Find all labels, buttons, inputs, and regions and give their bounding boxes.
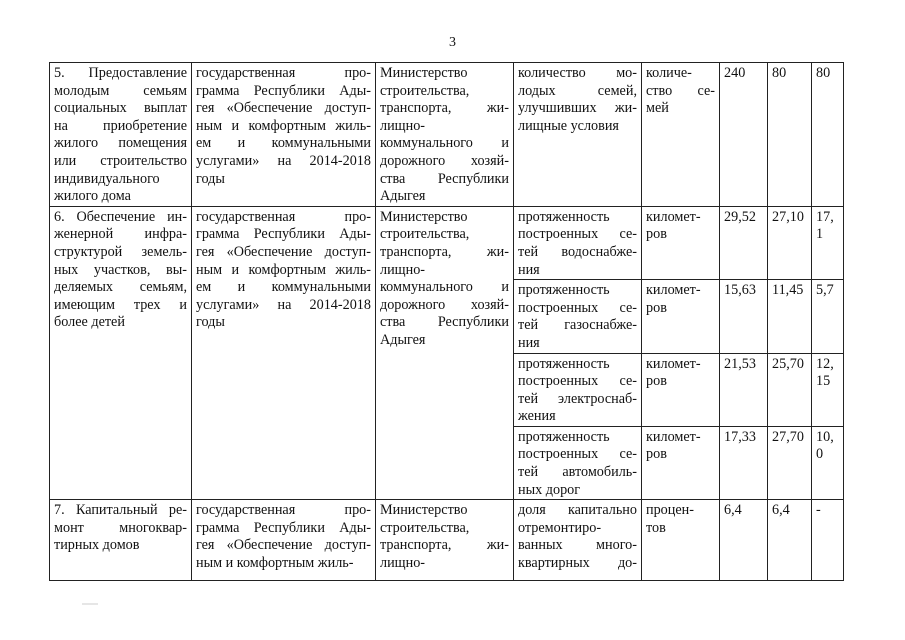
- cell-text-line: количество мо-: [518, 65, 637, 81]
- cell-text-line: структурой земель-: [54, 243, 187, 260]
- cell-text-line: социальных выплат: [54, 100, 187, 117]
- cell-text-line: транспорта, жи-: [380, 243, 509, 260]
- page-number: 3: [449, 35, 456, 50]
- indicator-cell: [514, 206, 642, 279]
- measures-table: [49, 62, 844, 581]
- cell-text-line: Министерство: [380, 208, 468, 225]
- value-2014: 15,63: [720, 280, 768, 353]
- executor-cell: [376, 206, 514, 500]
- cell-text-line: Адыгея: [380, 331, 426, 348]
- cell-text-line: ных участков, вы-: [54, 261, 187, 278]
- cell-text-line: ров: [646, 446, 667, 463]
- cell-text-line: женерной инфра-: [54, 226, 187, 243]
- cell-text-line: протяженность: [518, 355, 610, 372]
- cell-text-line: жения: [518, 408, 556, 425]
- cell-text-line: 5. Предоставление: [54, 65, 187, 81]
- cell-text-line: тей автомобиль-: [518, 464, 637, 481]
- cell-text-line: протяженность: [518, 282, 610, 299]
- value-2014: 17,33: [720, 426, 768, 499]
- cell-text-line: протяженность: [518, 208, 610, 225]
- value-2016: 10,0: [812, 426, 844, 499]
- cell-text-line: построенных се-: [518, 373, 637, 390]
- cell-text-line: услугами» на 2014-2018: [196, 296, 371, 313]
- cell-text-line: или строительство: [54, 152, 187, 169]
- cell-text-line: построенных се-: [518, 446, 637, 463]
- cell-text-line: ем и коммунальными: [196, 135, 371, 152]
- cell-text-line: гея «Обеспечение доступ-: [196, 537, 371, 554]
- unit-cell: [642, 500, 720, 581]
- cell-text-line: тей водоснабже-: [518, 243, 637, 260]
- program-cell: [192, 206, 376, 500]
- cell-text-line: ния: [518, 261, 540, 278]
- cell-text-line: транспорта, жи-: [380, 100, 509, 117]
- cell-text-line: строительства,: [380, 82, 470, 99]
- indicator-cell: [514, 426, 642, 499]
- cell-text-line: дорожного хозяй-: [380, 152, 509, 169]
- value-2014: 21,53: [720, 353, 768, 426]
- cell-text-line: на приобретение: [54, 117, 187, 134]
- cell-text-line: монт многоквар-: [54, 519, 187, 536]
- cell-text-line: процен-: [646, 502, 694, 519]
- indicator-cell: [514, 63, 642, 207]
- cell-text-line: строительства,: [380, 519, 470, 536]
- value-2014: 240: [720, 63, 768, 207]
- cell-text-line: 6. Обеспечение ин-: [54, 208, 187, 225]
- program-cell: [192, 63, 376, 207]
- cell-text-line: молодым семьям: [54, 82, 187, 99]
- cell-text-line: доля капитально: [518, 502, 637, 519]
- cell-text-line: деляемых семьям,: [54, 279, 187, 296]
- cell-text-line: тов: [646, 519, 666, 536]
- cell-text-line: тей газоснабже-: [518, 317, 637, 334]
- cell-text-line: километ-: [646, 208, 701, 225]
- cell-text-line: гея «Обеспечение доступ-: [196, 243, 371, 260]
- cell-text-line: тирных домов: [54, 537, 140, 554]
- cell-text-line: 7. Капитальный ре-: [54, 502, 187, 519]
- cell-text-line: коммунального и: [380, 135, 509, 152]
- cell-text-line: строительства,: [380, 226, 470, 243]
- value-2015: 27,70: [768, 426, 812, 499]
- cell-text-line: ным и комфортным жиль-: [196, 261, 371, 278]
- cell-text-line: ства Республики: [380, 314, 509, 331]
- value-2016: -: [812, 500, 844, 581]
- cell-text-line: построенных се-: [518, 226, 637, 243]
- indicator-cell: [514, 353, 642, 426]
- cell-text-line: ров: [646, 226, 667, 243]
- cell-text-line: грамма Республики Ады-: [196, 519, 371, 536]
- executor-cell: [376, 500, 514, 581]
- cell-text-line: квартирных до-: [518, 555, 637, 572]
- cell-text-line: жилого дома: [54, 188, 131, 205]
- value-2014: 29,52: [720, 206, 768, 279]
- cell-text-line: ванных много-: [518, 537, 637, 554]
- cell-text-line: Министерство: [380, 502, 468, 519]
- scan-mark: [82, 603, 98, 605]
- cell-text-line: государственная про-: [196, 208, 371, 225]
- unit-cell: [642, 426, 720, 499]
- program-cell: [192, 500, 376, 581]
- cell-text-line: гея «Обеспечение доступ-: [196, 100, 371, 117]
- cell-text-line: лищно-: [380, 555, 426, 572]
- cell-text-line: индивидуального: [54, 170, 160, 187]
- cell-text-line: отремонтиро-: [518, 519, 602, 536]
- value-2015: 11,45: [768, 280, 812, 353]
- indicator-cell: [514, 500, 642, 581]
- cell-text-line: ров: [646, 373, 667, 390]
- value-2016: 5,7: [812, 280, 844, 353]
- executor-cell: [376, 63, 514, 207]
- value-2015: 25,70: [768, 353, 812, 426]
- table-row: [50, 206, 844, 279]
- event-cell: [50, 500, 192, 581]
- cell-text-line: количе-: [646, 65, 692, 81]
- cell-text-line: улучшивших жи-: [518, 100, 637, 117]
- value-2014: 6,4: [720, 500, 768, 581]
- value-2016: 80: [812, 63, 844, 207]
- table-row: [50, 63, 844, 207]
- cell-text-line: транспорта, жи-: [380, 537, 509, 554]
- cell-text-line: километ-: [646, 282, 701, 299]
- unit-cell: [642, 280, 720, 353]
- cell-text-line: ным и комфортным жиль-: [196, 555, 354, 572]
- cell-text-line: лищные условия: [518, 117, 619, 134]
- value-2015: 6,4: [768, 500, 812, 581]
- cell-text-line: ства Республики: [380, 170, 509, 187]
- event-cell: [50, 63, 192, 207]
- cell-text-line: годы: [196, 314, 225, 331]
- cell-text-line: ем и коммунальными: [196, 279, 371, 296]
- cell-text-line: ров: [646, 299, 667, 316]
- unit-cell: [642, 63, 720, 207]
- value-2016: 12,15: [812, 353, 844, 426]
- cell-text-line: Адыгея: [380, 188, 426, 205]
- cell-text-line: тей электроснаб-: [518, 390, 637, 407]
- cell-text-line: государственная про-: [196, 502, 371, 519]
- cell-text-line: ным и комфортным жиль-: [196, 117, 371, 134]
- cell-text-line: более детей: [54, 314, 125, 331]
- cell-text-line: мей: [646, 100, 669, 117]
- cell-text-line: имеющим трех и: [54, 296, 187, 313]
- cell-text-line: грамма Республики Ады-: [196, 226, 371, 243]
- cell-text-line: услугами» на 2014-2018: [196, 152, 371, 169]
- cell-text-line: грамма Республики Ады-: [196, 82, 371, 99]
- event-cell: [50, 206, 192, 500]
- cell-text-line: лищно-: [380, 261, 426, 278]
- cell-text-line: километ-: [646, 355, 701, 372]
- cell-text-line: лищно-: [380, 117, 426, 134]
- indicator-cell: [514, 280, 642, 353]
- cell-text-line: ство се-: [646, 82, 715, 99]
- cell-text-line: протяженность: [518, 428, 610, 445]
- cell-text-line: ния: [518, 334, 540, 351]
- cell-text-line: жилого помещения: [54, 135, 187, 152]
- cell-text-line: коммунального и: [380, 279, 509, 296]
- unit-cell: [642, 206, 720, 279]
- cell-text-line: дорожного хозяй-: [380, 296, 509, 313]
- cell-text-line: годы: [196, 170, 225, 187]
- cell-text-line: государственная про-: [196, 65, 371, 81]
- cell-text-line: километ-: [646, 428, 701, 445]
- cell-text-line: ных дорог: [518, 481, 581, 498]
- table-row: [50, 500, 844, 581]
- cell-text-line: лодых семей,: [518, 82, 637, 99]
- cell-text-line: построенных се-: [518, 299, 637, 316]
- value-2016: 17,1: [812, 206, 844, 279]
- value-2015: 80: [768, 63, 812, 207]
- value-2015: 27,10: [768, 206, 812, 279]
- cell-text-line: Министерство: [380, 65, 468, 81]
- unit-cell: [642, 353, 720, 426]
